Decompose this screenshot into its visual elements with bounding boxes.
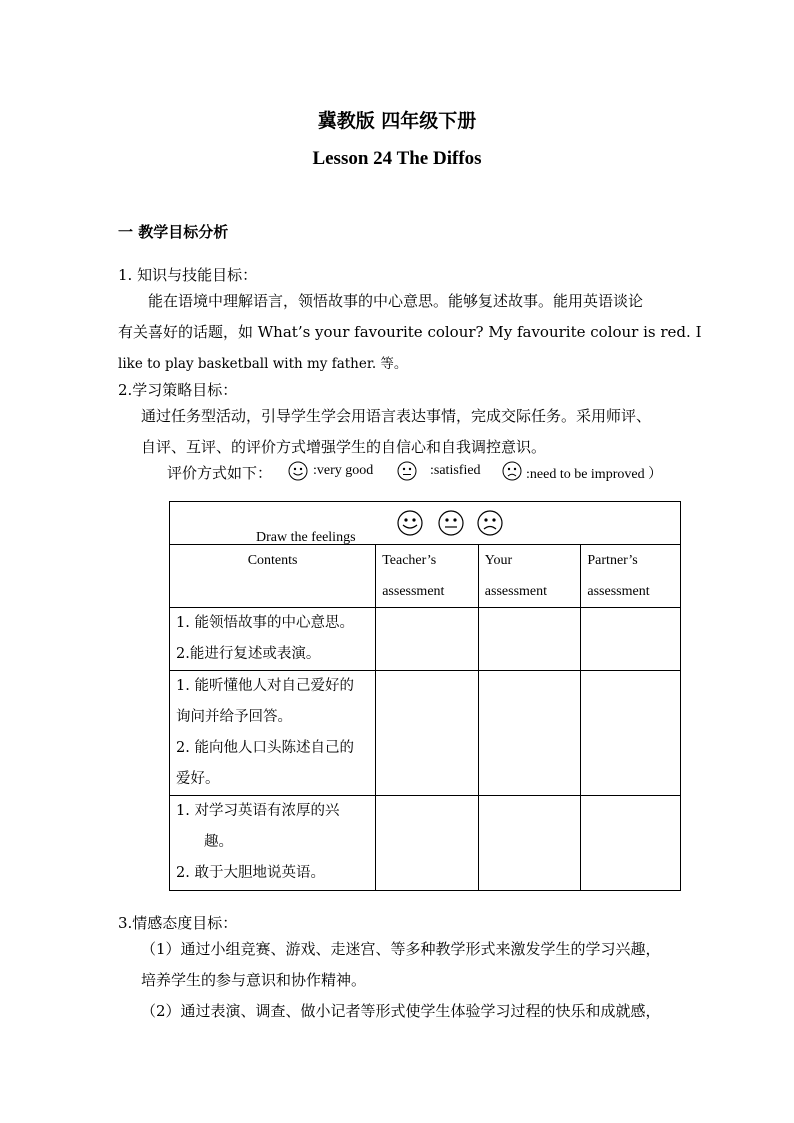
neutral-face-icon [397, 461, 417, 481]
section-heading: 一 教学目标分析 [118, 223, 229, 241]
row1-partner-cell[interactable] [581, 608, 681, 671]
goal3-line2: 培养学生的参与意识和协作精神。 [141, 971, 367, 989]
goal2-heading: 2.学习策略目标： [118, 381, 238, 399]
your-header-line1: Your [484, 553, 513, 568]
improve-label: :need to be improved ） [526, 467, 663, 482]
sad-face-icon [502, 461, 522, 481]
document-title: 冀教版 四年级下册 [317, 110, 477, 132]
assessment-table [169, 501, 681, 891]
goal1-line1: 能在语境中理解语言，领悟故事的中心意思。能够复述故事。能用英语谈论 [148, 292, 644, 310]
very-good-label: :very good [313, 463, 374, 478]
contents-header: Contents [170, 545, 376, 608]
row1-line2: 2.能进行复述或表演。 [176, 646, 321, 662]
partner-assessment-header [581, 545, 681, 608]
row2-your-cell[interactable] [478, 671, 581, 796]
goal3-line1: （1）通过小组竞赛、游戏、走迷宫、等多种教学形式来激发学生的学习兴趣， [141, 940, 661, 958]
teacher-assessment-header [376, 545, 479, 608]
feelings-faces-icon [396, 510, 506, 538]
goal3-line3: （2）通过表演、调查、做小记者等形式使学生体验学习过程的快乐和成就感， [141, 1002, 661, 1020]
sad-face-icon [478, 511, 502, 535]
teacher-header-line1: Teacher’s [382, 553, 437, 568]
row2-line1: 1. 能听懂他人对自己爱好的 [176, 678, 354, 694]
smile-face-icon [398, 511, 422, 535]
row3-contents [170, 796, 376, 891]
row3-partner-cell[interactable] [581, 796, 681, 891]
goal1-line3: like to play basketball with my father. 等。 [118, 356, 408, 372]
satisfied-label: :satisfied [430, 463, 481, 478]
goal3-heading: 3.情感态度目标： [118, 914, 238, 932]
row3-line1: 1. 对学习英语有浓厚的兴 [176, 803, 340, 819]
row2-contents [170, 671, 376, 796]
table-row [170, 671, 681, 796]
row2-partner-cell[interactable] [581, 671, 681, 796]
partner-header-line1: Partner’s [587, 553, 638, 568]
goal2-line1: 通过任务型活动，引导学生学会用语言表达事情，完成交际任务。采用师评、 [141, 407, 652, 425]
goal1-heading: 1. 知识与技能目标： [118, 266, 258, 284]
draw-feelings-label: Draw the feelings [256, 530, 356, 545]
goal2-line2: 自评、互评、的评价方式增强学生的自信心和自我调控意识。 [141, 438, 547, 456]
row3-your-cell[interactable] [478, 796, 581, 891]
your-assessment-header [478, 545, 581, 608]
table-row [170, 796, 681, 891]
table-row [170, 608, 681, 671]
row2-teacher-cell[interactable] [376, 671, 479, 796]
goal1-line2: 有关喜好的话题，如 What’s your favourite colour? My favourite colour is red. I [118, 323, 702, 341]
row2-line4: 爱好。 [176, 771, 220, 787]
row1-line1: 1. 能领悟故事的中心意思。 [176, 615, 354, 631]
your-header-line2: assessment [484, 584, 548, 599]
row2-line3: 2. 能向他人口头陈述自己的 [176, 740, 354, 756]
neutral-face-icon [439, 511, 463, 535]
lesson-subtitle: Lesson 24 The Diffos [312, 148, 482, 169]
row2-line2: 询问并给予回答。 [176, 709, 292, 725]
row3-line3: 2. 敢于大胆地说英语。 [176, 865, 325, 881]
row1-contents [170, 608, 376, 671]
row1-your-cell[interactable] [478, 608, 581, 671]
row3-line2: 趣。 [204, 834, 233, 850]
eval-label: 评价方式如下： [167, 464, 273, 482]
row1-teacher-cell[interactable] [376, 608, 479, 671]
teacher-header-line2: assessment [382, 584, 445, 599]
row3-teacher-cell[interactable] [376, 796, 479, 891]
draw-feelings-row [170, 502, 681, 545]
smile-face-icon [288, 461, 308, 481]
partner-header-line2: assessment [587, 584, 650, 599]
